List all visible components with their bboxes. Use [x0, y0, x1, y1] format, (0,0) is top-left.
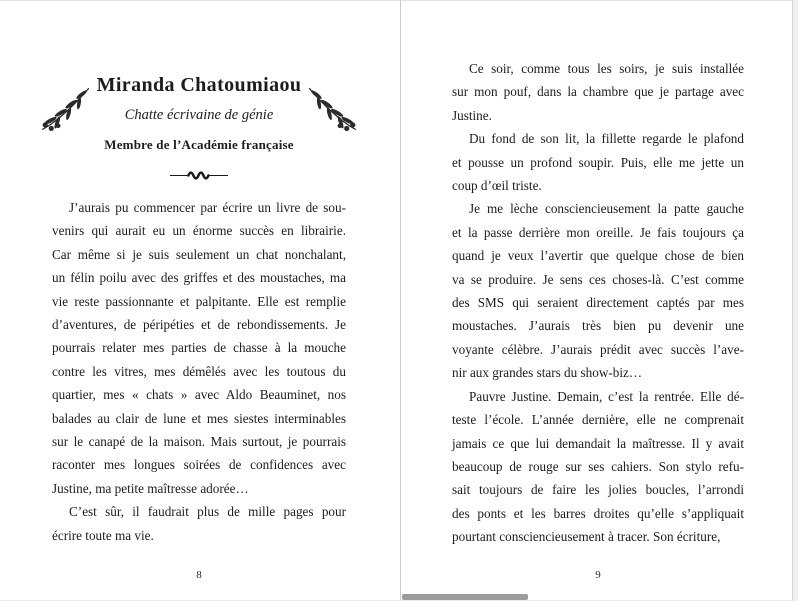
page-gutter [400, 0, 401, 601]
left-page-text [52, 196, 346, 547]
page-left [52, 0, 346, 601]
text-line: vie reste passionnante et palpitante. Elle est remplie [52, 293, 346, 309]
text-line: coup d’œil triste. [452, 178, 542, 194]
text-line: pourtant consciencieusement à tracer. Son écriture, [452, 529, 721, 545]
text-line: Pauvre Justine. Demain, c’est la rentrée. Elle dé- [469, 388, 744, 404]
text-line: teste l’école. L’année dernière, elle ne comprenait [452, 412, 744, 428]
paragraph [452, 197, 744, 384]
text-line: sur mon pouf, dans la chambre que je partage avec [452, 84, 744, 100]
text-line: Car même si je suis seulement un chat nonchalant, [52, 246, 346, 262]
text-line: balades au clair de lune et mes siestes interminables [52, 410, 346, 426]
text-line: moustaches. J’aurais très bien pu devenir une [452, 318, 744, 334]
text-line: écrire toute ma vie. [52, 527, 154, 543]
text-line: sait toujours de faire les jolies boucles, l’arrondi [452, 482, 744, 498]
squiggle-divider-icon [52, 168, 346, 186]
text-line: Du fond de son lit, la fillette regarde le plafond [469, 131, 744, 147]
paragraph [452, 385, 744, 549]
chapter-title: Miranda Chatoumiaou [96, 74, 302, 96]
text-line: J’aurais pu commencer par écrire un livre de sou- [69, 200, 346, 215]
text-line: venirs qui aurait eu un énorme succès en librairie. [52, 223, 346, 239]
window-right-edge [792, 0, 798, 601]
text-line: voyante célèbre. J’aurais prédit avec succès l’ave- [452, 341, 744, 357]
text-line: des SMS qui seraient directement captés par mes [452, 295, 744, 311]
text-line: C’est sûr, il faudrait plus de mille pages pour [69, 504, 346, 520]
text-line: des ponts et les barres droites qu’elle s’appliquait [452, 505, 744, 521]
text-line: un félin poilu avec des griffes et des moustaches, ma [52, 270, 346, 286]
text-line: d’aventures, de péripéties et de rebondissements. Je [52, 317, 346, 333]
paragraph [52, 196, 346, 500]
text-line: nir aux grandes stars du show-biz… [452, 365, 643, 381]
text-line: Je me lèche consciencieusement la patte gauche [469, 201, 744, 217]
text-line: raconter mes longues soirées de confidences avec [52, 457, 346, 473]
paragraph [52, 500, 346, 547]
text-line: quand je veux l’avertir que quelque chose de bien [452, 248, 744, 264]
page-number-left: 8 [196, 569, 202, 581]
page-right [452, 0, 744, 601]
chapter-subtitle: Chatte écrivaine de génie [124, 107, 274, 123]
author-affiliation: Membre de l’Académie française [104, 137, 294, 152]
text-line: et la passe derrière mon oreille. Je fais toujours ça [452, 224, 744, 240]
page-number-right: 9 [595, 569, 601, 581]
text-line: pourrais relater mes parties de chasse à la mouche [52, 340, 346, 356]
right-page-text [452, 57, 744, 549]
text-line: quartier, mes « chats » avec Aldo Beauminet, nos [52, 387, 346, 403]
text-line: beaucoup de rouge sur ses cahiers. Son stylo refu- [452, 458, 744, 474]
text-line: Justine. [452, 107, 492, 123]
text-line: sur le canapé de la maison. Mais surtout, je pourrais [52, 434, 346, 450]
text-line: va se produire. Je sens ces choses-là. C’est comme [452, 271, 744, 287]
text-line: Justine, ma petite maîtresse adorée… [52, 480, 249, 496]
text-line: jamais ce que lui demandait la maîtresse. Il y avait [452, 435, 744, 451]
paragraph [452, 57, 744, 127]
paragraph [452, 127, 744, 197]
text-line: contre les vitres, mes démêlés avec les toutous du [52, 363, 346, 379]
text-line: et pousse un profond soupir. Puis, elle me jette un [452, 154, 744, 170]
text-line: Ce soir, comme tous les soirs, je suis installée [469, 61, 744, 76]
